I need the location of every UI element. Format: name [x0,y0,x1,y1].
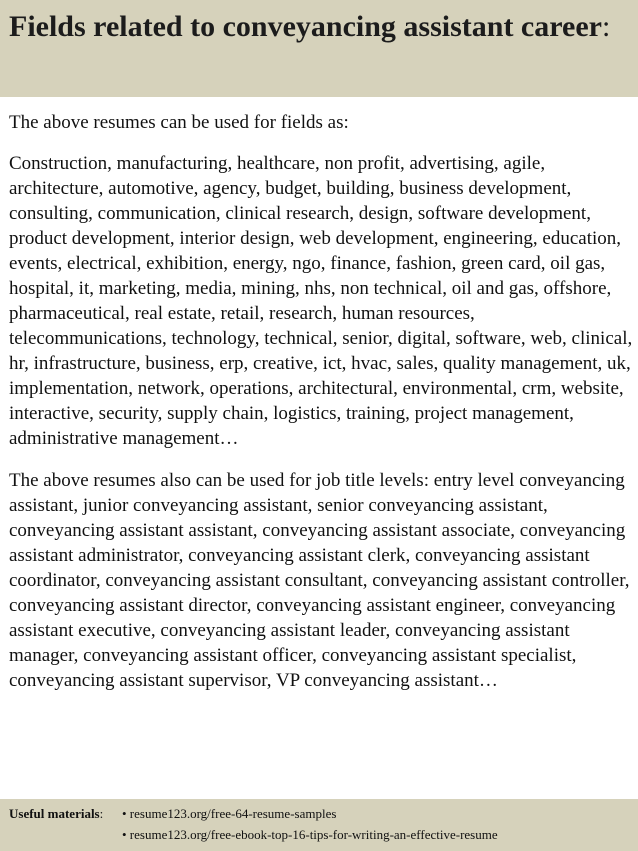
page-title [9,6,629,48]
header-banner [0,0,638,97]
footer-bar [0,799,638,851]
fields-list-paragraph: Construction, manufacturing, healthcare, non profit, advertising, agile, architecture, automotive, agency, budget, building, business development, consulting, communication, clinical research, design, software development, product development, interior design, web development, engineering, education, events, electrical, exhibition, energy, ngo, finance, fashion, green card, oil gas, hospital, it, marketing, media, mining, nhs, non technical, oil and gas, offshore, pharmaceutical, real estate, retail, research, human resources, telecommunications, technology, technical, senior, digital, software, web, clinical, hr, infrastructure, business, erp, creative, ict, hvac, sales, quality management, uk, implementation, network, operations, architectural, environmental, crm, website, interactive, security, supply chain, logistics, training, project management, administrative management… [9,153,633,449]
resume-samples-link[interactable]: • resume123.org/free-64-resume-samples [122,806,337,821]
useful-materials-label-text: Useful materials [9,806,100,821]
useful-materials-label-colon: : [99,806,104,821]
main-content [9,110,633,693]
resume-ebook-link[interactable]: • resume123.org/free-ebook-top-16-tips-for-writing-an-effective-resume [122,827,498,842]
page-title-colon: : [601,10,611,43]
intro-text: The above resumes can be used for fields as: [9,112,349,133]
page-title-text: Fields related to conveyancing assistant career [9,10,602,43]
job-levels-paragraph: The above resumes also can be used for job title levels: entry level conveyancing assistant, junior conveyancing assistant, senior conveyancing assistant, conveyancing assistant assistant, conveyancing assistant associate, conveyancing assistant administrator, conveyancing assistant clerk, conveyancing assistant coordinator, conveyancing assistant consultant, conveyancing assistant controller, conveyancing assistant director, conveyancing assistant engineer, conveyancing assistant executive, conveyancing assistant leader, conveyancing assistant manager, conveyancing assistant officer, conveyancing assistant specialist, conveyancing assistant supervisor, VP conveyancing assistant… [9,470,630,691]
useful-materials-label [9,804,103,824]
